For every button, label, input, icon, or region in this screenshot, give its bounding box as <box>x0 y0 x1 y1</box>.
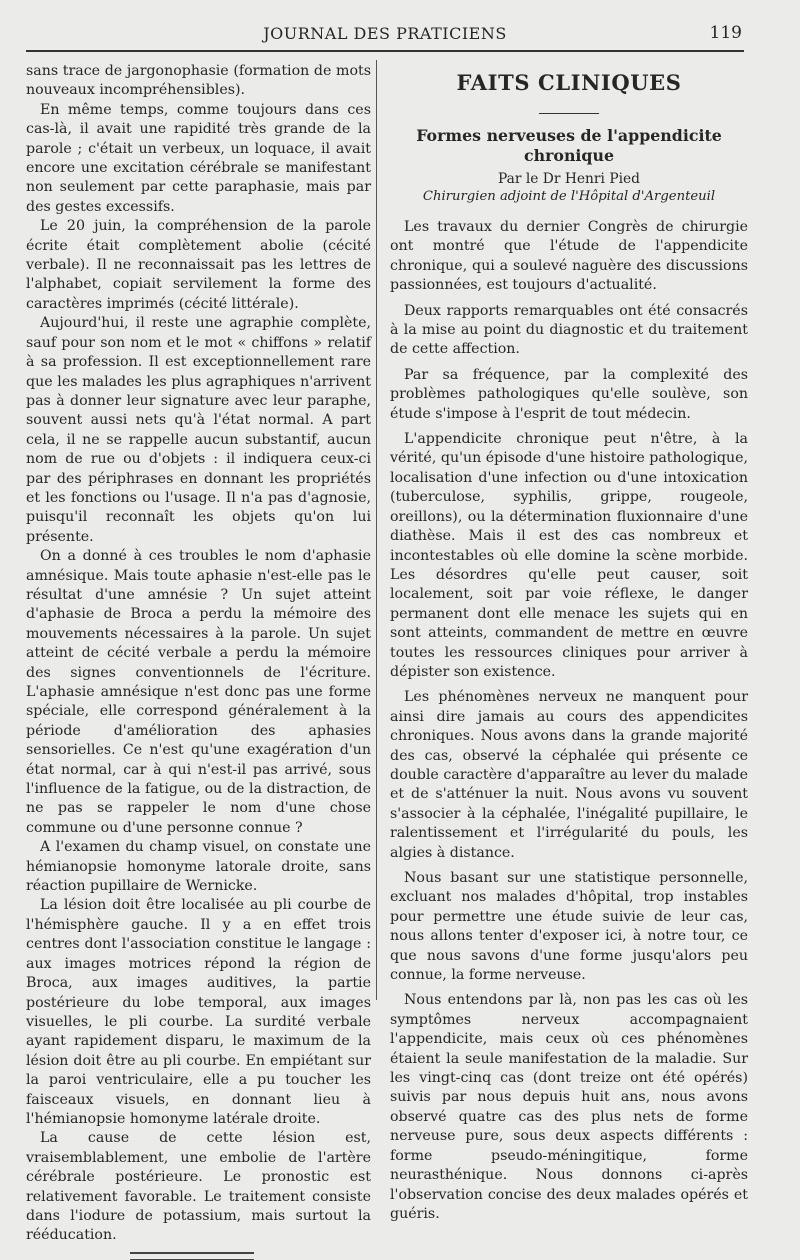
header-rule <box>26 50 744 52</box>
paragraph: A l'examen du champ visuel, on constate une hémianopsie homonyme latorale droite, sans réaction pupillaire de Wernicke. <box>26 839 371 895</box>
byline: Par le Dr Henri Pied <box>497 171 641 187</box>
paragraph: Deux rapports remarquables ont été consacrés à la mise au point du diagnostic et du traitement de cette affection. <box>390 302 748 358</box>
left-column <box>26 62 371 1260</box>
paragraph: En même temps, comme toujours dans ces cas-là, il avait une rapidité très grande de la parole ; c'était un verbeux, un loquace, il avait encore une excitation cérébrale se manifestant non seulement par cette paraphasie, mais par des gestes excessifs. <box>26 101 371 215</box>
paragraph: Nous basant sur une statistique personnelle, excluant nos malades d'hôpital, trop instables pour permettre une étude suivie de leur cas, nous allons tenter d'exposer ici, à notre tour, ce que nous savons d'une forme jusqu'alors peu connue, la forme nerveuse. <box>390 870 748 984</box>
title-rule <box>539 113 599 114</box>
paragraph: Les travaux du dernier Congrès de chirurgie ont montré que l'étude de l'appendicite chronique, qui a soulevé naguère des discussions passionnées, est toujours d'actualité. <box>390 219 748 294</box>
paragraph: L'appendicite chronique peut n'être, à la vérité, qu'un épisode d'une histoire pathologique, localisation d'une infection ou d'une intoxication (tuberculose, syphilis, grippe, rougeole, oreillons), ou la détermination fluxionnaire d'une diathèse. Mais il est des cas nombreux et incontestables où elle domine la scène morbide. Les désordres qu'elle peut causer, soit localement, soit par voie réflexe, le danger permanent dont elle menace les sujets qui en sont atteints, commandent de mettre en œuvre toutes les ressources cliniques pour arriver à dépister son existence. <box>390 431 748 680</box>
column-divider <box>376 60 377 1000</box>
end-rule <box>130 1252 254 1260</box>
affiliation: Chirurgien adjoint de l'Hôpital d'Argenteuil <box>422 189 716 204</box>
paragraph: On a donné à ces troubles le nom d'aphasie amnésique. Mais toute aphasie n'est-elle pas le résultat d'une amnésie ? Un sujet atteint d'aphasie de Broca a perdu la mémoire des mouvements nécessaires à la parole. Un sujet atteint de cécité verbale a perdu la mémoire des signes conventionnels de l'écriture. L'aphasie amnésique n'est donc pas une forme spéciale, elle correspond généralement à la période d'amélioration des aphasies sensorielles. Ce n'est qu'une exagération d'un état normal, car à qui n'est-il pas arrivé, sous l'influence de la fatigue, ou de la distraction, de ne pas se rappeler le nom d'une chose commune ou d'une personne connue ? <box>26 548 371 836</box>
paragraph: sans trace de jargonophasie (formation de mots nouveaux incompréhensibles). <box>26 63 371 99</box>
section-title: FAITS CLINIQUES <box>456 70 682 95</box>
paragraph: Le 20 juin, la compréhension de la parole écrite était complètement abolie (cécité verbale). Il ne reconnaissait pas les lettres de l'alphabet, copiait servilement la forme des caractères imprimés (cécité littérale). <box>26 218 371 312</box>
running-title: JOURNAL DES PRATICIENS <box>263 24 507 43</box>
page-number: 119 <box>709 23 742 43</box>
paragraph: Les phénomènes nerveux ne manquent pour ainsi dire jamais au cours des appendicites chroniques. Nous avons dans la grande majorité des cas, observé la céphalée qui présente ce double caractère d'apparaître au lever du malade et de s'atténuer la nuit. Nous avons vu souvent s'associer à la céphalée, l'inégalité pupillaire, le ralentissement et l'irrégularité du pouls, les algies à distance. <box>390 689 748 861</box>
paragraph: La lésion doit être localisée au pli courbe de l'hémisphère gauche. Il y a en effet trois centres dont l'association constitue le langage : aux images motrices répond la région de Broca, aux images auditives, la partie postérieure du lobe temporal, aux images visuelles, le pli courbe. La surdité verbale ayant rapidement disparu, le maximum de la lésion doit être au pli courbe. En empiétant sur la paroi ventriculaire, elle a pu toucher les faisceaux visuels, en donnant lieu à l'hémianopsie homonyme latérale droite. <box>26 897 371 1127</box>
article-title: Formes nerveuses de l'appendicite chronique <box>416 126 722 165</box>
paragraph: La cause de cette lésion est, vraisemblablement, une embolie de l'artère cérébrale postérieure. Le pronostic est relativement favorable. Le traitement consiste dans l'iodure de potassium, mais surtout la rééducation. <box>26 1130 371 1244</box>
paragraph: Par sa fréquence, par la complexité des problèmes pathologiques qu'elle soulève, son étude s'impose à l'esprit de tout médecin. <box>390 366 748 422</box>
paragraph: Aujourd'hui, il reste une agraphie complète, sauf pour son nom et le mot « chiffons » relatif à sa profession. Il est exceptionnellement rare que les malades les plus agraphiques n'arrivent pas à donner leur signature avec leur paraphe, souvent aussi nets qu'à l'état normal. A part cela, il ne se rappelle aucun substantif, aucun nom de rue ou d'objets : il indiquera ceux-ci par des périphrases en donnant les propriétés et les fonctions ou l'usage. Il n'a pas d'agnosie, puisqu'il reconnaît les objets qu'on lui présente. <box>26 315 371 545</box>
page-header <box>26 22 744 48</box>
paragraph: Nous entendons par là, non pas les cas où les symptômes nerveux accompagnaient l'appendicite, mais ceux où ces phénomènes étaient la seule manifestation de la maladie. Sur les vingt-cinq cas (dont treize ont été opérés) suivis par nous depuis huit ans, nous avons observé quatre cas des plus nets de forme nerveuse pure, sous deux aspects différents : forme pseudo-méningitique, forme neurasthénique. Nous donnons ci-après l'observation concise des deux malades opérés et guéris. <box>390 992 748 1222</box>
right-column <box>390 70 748 1230</box>
